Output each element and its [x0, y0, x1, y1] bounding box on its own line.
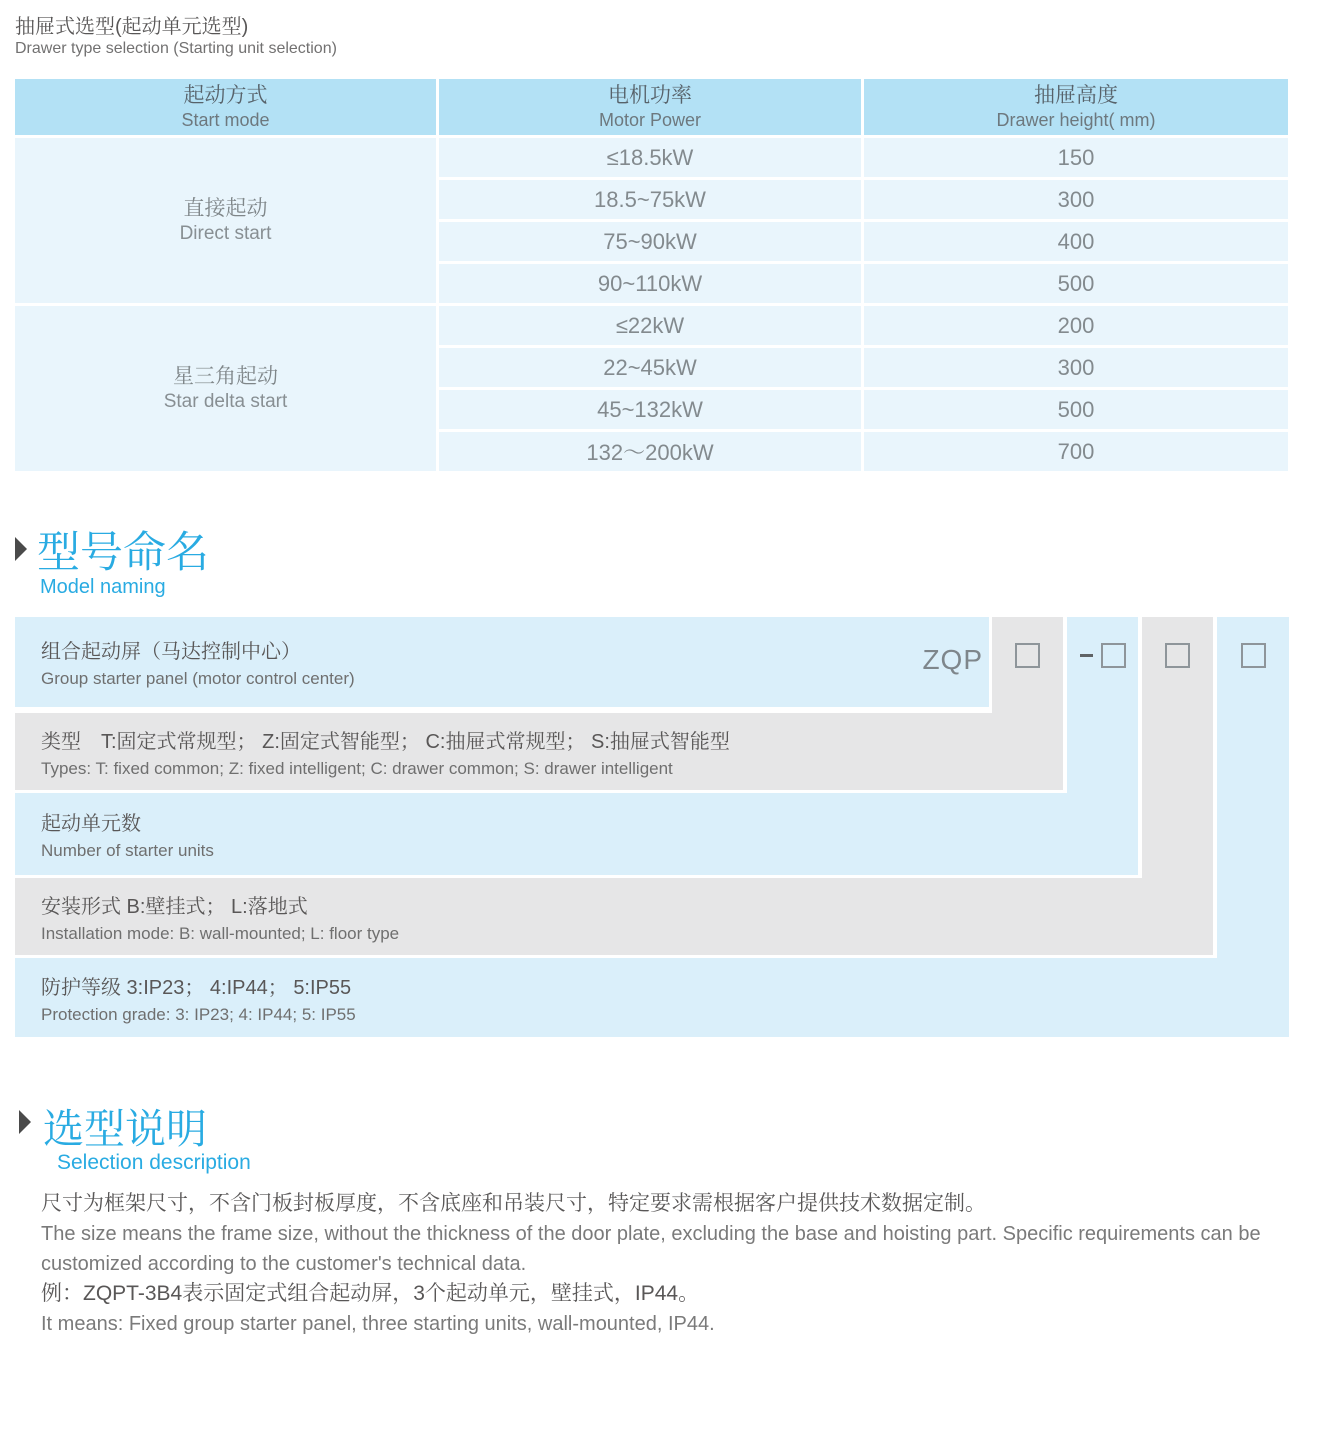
- description-example-en: It means: Fixed group starter panel, three starting units, wall-mounted, IP44.: [41, 1313, 715, 1335]
- section-heading-model-naming-en: Model naming: [40, 576, 166, 598]
- height-cell: 500: [864, 264, 1288, 303]
- model-code-column-type: [992, 617, 1063, 790]
- section-heading-selection-description-zh: 选型说明: [43, 1106, 207, 1152]
- start-mode-en: Direct start: [179, 222, 272, 244]
- model-row-types: [15, 713, 1063, 790]
- description-example-zh: 例：ZQPT-3B4表示固定式组合起动屏，3个起动单元，壁挂式，IP44。: [41, 1282, 700, 1305]
- model-code-box-icon: [1015, 643, 1040, 668]
- power-cell: 90~110kW: [439, 264, 861, 303]
- model-row-starter-units: [15, 793, 1138, 875]
- model-code-box-icon: [1241, 643, 1266, 668]
- model-code-slot: [1067, 643, 1138, 668]
- page-title-en: Drawer type selection (Starting unit selection): [15, 40, 337, 57]
- power-cell: 75~90kW: [439, 222, 861, 261]
- section-heading-model-naming-zh: 型号命名: [37, 529, 209, 577]
- model-row-protection-grade: [15, 958, 1289, 1037]
- column-header-zh: 电机功率: [608, 83, 692, 107]
- column-header-zh: 起动方式: [183, 83, 268, 107]
- page-title-zh: 抽屉式选型(起动单元选型): [15, 16, 249, 38]
- model-code-column-protection: [1217, 617, 1289, 1037]
- column-header-en: Start mode: [181, 109, 270, 130]
- power-cell: 132～200kW: [439, 432, 861, 471]
- start-mode-zh: 直接起动: [183, 196, 268, 220]
- height-cell: 300: [864, 180, 1288, 219]
- column-header-en: Drawer height( mm): [996, 109, 1156, 130]
- model-row-zh: 防护等级 3:IP23； 4:IP44； 5:IP55: [41, 976, 352, 999]
- power-cell: ≤18.5kW: [439, 138, 861, 177]
- column-header-drawer-height: [864, 79, 1288, 135]
- height-cell: 500: [864, 390, 1288, 429]
- start-mode-en: Star delta start: [163, 390, 288, 412]
- model-code-slot: [992, 643, 1063, 668]
- start-mode-zh: 星三角起动: [173, 364, 278, 388]
- description-line-zh: 尺寸为框架尺寸，不含门板封板厚度，不含底座和吊装尺寸，特定要求需根据客户提供技术数据定制。: [41, 1192, 986, 1215]
- column-header-motor-power: [439, 79, 861, 135]
- height-cell: 400: [864, 222, 1288, 261]
- power-cell: 45~132kW: [439, 390, 861, 429]
- model-naming-diagram: [15, 617, 1289, 1037]
- model-row-zh: 组合起动屏（马达控制中心）: [41, 641, 301, 663]
- model-row-zh: 类型 T:固定式常规型； Z:固定式智能型； C:抽屉式常规型； S:抽屉式智能型: [41, 730, 730, 753]
- model-code-column-units: [1067, 617, 1138, 875]
- model-code-column-installation: [1142, 617, 1213, 955]
- model-row-en: Protection grade: 3: IP23; 4: IP44; 5: IP55: [41, 1004, 356, 1024]
- section-arrow-icon: [19, 1110, 31, 1134]
- model-code-dash-icon: [1080, 654, 1093, 657]
- model-prefix-code: ZQP: [922, 644, 983, 675]
- column-header-zh: 抽屉高度: [1034, 83, 1118, 107]
- model-row-zh: 起动单元数: [41, 813, 141, 835]
- height-cell: 300: [864, 348, 1288, 387]
- column-header-start-mode: [15, 79, 436, 135]
- model-code-box-icon: [1165, 643, 1190, 668]
- height-cell: 200: [864, 306, 1288, 345]
- model-row-en: Types: T: fixed common; Z: fixed intelligent; C: drawer common; S: drawer intelligent: [41, 758, 673, 778]
- selection-description-text: [41, 1189, 1293, 1339]
- model-row-en: Installation mode: B: wall-mounted; L: floor type: [41, 923, 400, 943]
- power-cell: 22~45kW: [439, 348, 861, 387]
- model-row-en: Number of starter units: [41, 841, 214, 860]
- model-code-slot: [1217, 643, 1289, 668]
- model-row-installation-mode: [15, 878, 1213, 955]
- drawer-selection-table: [15, 79, 1288, 471]
- section-heading-selection-description-en: Selection description: [57, 1151, 251, 1174]
- model-row-group-starter-panel: [15, 617, 989, 707]
- start-mode-cell-direct: [15, 138, 436, 303]
- column-header-en: Motor Power: [598, 109, 702, 130]
- model-code-slot: [1142, 643, 1213, 668]
- description-line-en: The size means the frame size, without the thickness of the door plate, excluding the base and hoisting part. Specific requirements can be customized according to the customer's technical data.: [41, 1223, 1261, 1275]
- model-row-zh: 安装形式 B:壁挂式； L:落地式: [41, 895, 308, 918]
- model-code-box-icon: [1101, 643, 1126, 668]
- height-cell: 150: [864, 138, 1288, 177]
- height-cell: 700: [864, 432, 1288, 471]
- power-cell: ≤22kW: [439, 306, 861, 345]
- start-mode-cell-star-delta: [15, 306, 436, 471]
- section-arrow-icon: [15, 537, 27, 561]
- power-cell: 18.5~75kW: [439, 180, 861, 219]
- model-row-en: Group starter panel (motor control center): [41, 669, 355, 688]
